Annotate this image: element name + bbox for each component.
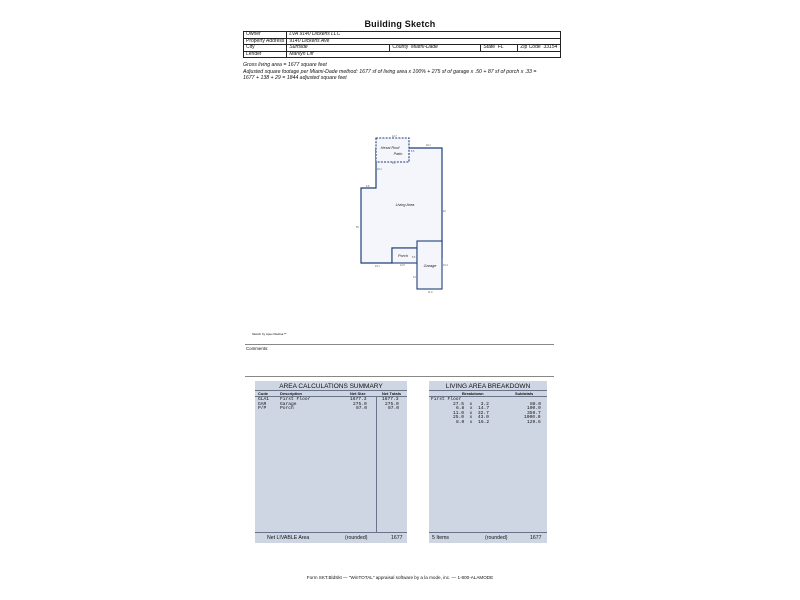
patio-label: Hexal Roof [380, 146, 400, 150]
row-dim-b: 32.7 [477, 410, 489, 416]
breakdown-total: 1677 [530, 535, 542, 541]
row-description: First Floor [280, 397, 311, 402]
row-dim-b: 3.2 [480, 401, 489, 407]
adjusted-footage-line1: Adjusted square footage per Miami-Dade method: 1677 sf of living area x 100% + 275 sf of garage x .50 + 87 sf of porch x .33 = [243, 69, 537, 75]
lender-value: Marilyn Liff [287, 51, 561, 58]
address-label: Property Address [244, 38, 287, 45]
row-dim-b: 43.0 [477, 415, 489, 421]
adjusted-footage-line2: 1677 + 138 + 29 = 1844 adjusted square feet [243, 75, 347, 81]
col-header-code: Code [258, 391, 268, 396]
city-label: City [244, 45, 287, 52]
section-divider [245, 376, 554, 377]
row-dim-a: 25.0 [453, 415, 465, 421]
patio-label-2: Patio [393, 152, 403, 156]
row-subtotal: 359.7 [527, 410, 541, 416]
col-header-breakdown: Breakdown [462, 391, 484, 396]
row-subtotal: 100.0 [527, 406, 541, 412]
dim-label: 11.9 [428, 291, 433, 294]
col-header-description: Description [280, 391, 303, 396]
row-code: P/P [258, 406, 267, 412]
state-value: FL [497, 44, 504, 51]
owner-label: Owner [244, 32, 287, 39]
row-net-total: 275.0 [385, 401, 399, 407]
living-breakdown-panel [429, 381, 547, 543]
county-value: Miami-Dade [410, 44, 438, 51]
row-description: Porch [280, 406, 294, 412]
row-code: GLA1 [258, 397, 270, 402]
row-subtotal: 88.0 [530, 401, 542, 407]
dim-label: 18.1 [426, 144, 431, 147]
comments-label: Comments: [246, 346, 269, 351]
row-net-size: 1677.3 [350, 397, 367, 402]
floor-label: First Floor [431, 397, 462, 402]
row-op: x [469, 401, 473, 407]
row-dim-a: 27.5 [453, 401, 465, 407]
row-subtotal: 1000.0 [524, 415, 541, 421]
row-code: GAR [258, 401, 267, 407]
dim-label: 8.5 [411, 150, 415, 153]
dim-label: 14.7 [392, 135, 397, 138]
dim-label: 6.8 [366, 185, 370, 188]
row-op: x [469, 415, 473, 421]
dim-label: 56 [356, 226, 359, 229]
net-livable-label: Net LIVABLE Area [267, 535, 310, 541]
comments-divider [245, 344, 554, 345]
dim-label: 16.3 [443, 264, 448, 267]
row-dim-a: 8.0 [456, 420, 465, 425]
row-dim-a: 6.8 [456, 406, 465, 412]
county-label: County [392, 44, 409, 51]
page-title: Building Sketch [364, 19, 436, 29]
dim-label: 18.1 [377, 168, 382, 171]
zip-label: Zip Code [520, 44, 541, 51]
dim-label: 8.5 [412, 256, 416, 259]
col-header-subtotals: Subtotals [515, 391, 534, 396]
zip-value: 33154 [543, 44, 558, 51]
row-dim-a: 11.0 [453, 410, 465, 416]
gross-living-area-text: Gross living area = 1677 square feet [243, 62, 327, 68]
row-net-size: 87.0 [356, 406, 368, 412]
row-op: x [469, 420, 473, 425]
dim-label: 12.5 [400, 264, 405, 267]
dim-label: 13.4 [413, 276, 418, 279]
net-livable-rounded: (rounded) [345, 535, 368, 541]
living-area-label: Living Area [395, 203, 415, 207]
row-dim-b: 16.2 [478, 420, 490, 425]
dim-label: 24.1 [375, 265, 380, 268]
building-sketch [340, 130, 460, 295]
col-header-net-size: Net Size [350, 391, 366, 396]
row-op: x [469, 410, 473, 416]
breakdown-row [456, 421, 489, 426]
row-op: x [469, 406, 473, 412]
living-breakdown-title: LIVING AREA BREAKDOWN [445, 383, 531, 390]
state-label: State [483, 44, 496, 51]
row-description: Garage [280, 401, 297, 407]
area-summary-panel [255, 381, 407, 543]
property-info-table [243, 31, 561, 58]
area-summary-title: AREA CALCULATIONS SUMMARY [279, 383, 383, 390]
dim-label: 6.1 [392, 162, 396, 165]
form-footer: Form SKT.BldSkt — "WinTOTAL" appraisal software by a la mode, inc. — 1-800-ALAMODE [306, 575, 494, 580]
owner-value: LVA 9140 Dickens LLC [287, 32, 561, 39]
breakdown-rounded: (rounded) [485, 535, 508, 541]
row-subtotal: 129.6 [527, 420, 541, 425]
row-net-size: 275.0 [353, 401, 367, 407]
row-dim-b: 14.7 [478, 406, 490, 412]
items-count: 5 Items [432, 535, 450, 541]
col-header-net-totals: Net Totals [382, 391, 402, 396]
row-net-total: 87.0 [388, 406, 400, 412]
porch-label: Porch [398, 254, 408, 258]
row-net-total: 1677.3 [382, 397, 399, 402]
address-value: 9140 Dickens Ave [287, 38, 561, 45]
patio-shape [376, 138, 409, 162]
net-livable-value: 1677 [391, 535, 403, 541]
garage-label: Garage [423, 264, 437, 268]
lender-label: Lender [244, 51, 287, 58]
sketch-credit: Sketch by Apex Medina™ [252, 332, 287, 336]
city-value: Surfside [287, 45, 390, 52]
dim-label: 42 [443, 210, 446, 213]
